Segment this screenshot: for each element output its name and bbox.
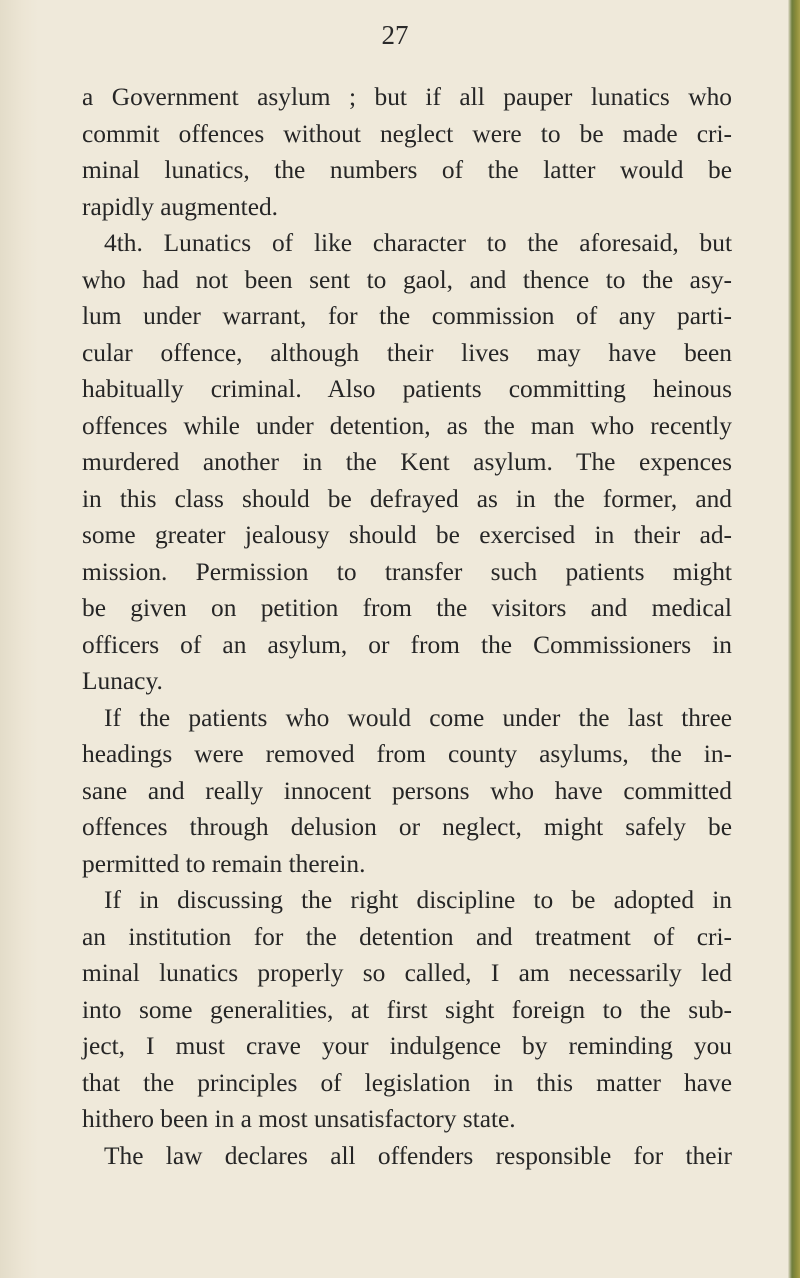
text-line: sane and really innocent persons who have committed [82, 776, 732, 805]
text-line: mission. Permission to transfer such patients might [82, 557, 732, 586]
text-line: cular offence, although their lives may have been [82, 338, 732, 367]
text-line: be given on petition from the visitors and medical [82, 594, 732, 622]
text-line: that the principles of legislation in this matter have [82, 1068, 732, 1097]
text-line: hithero been in a most unsatisfactory state. [82, 1105, 516, 1133]
text-line: minal lunatics, the numbers of the latter would be [82, 156, 732, 184]
text-line: lum under warrant, for the commission of any parti- [82, 302, 732, 330]
page-number: 27 [381, 20, 409, 50]
text-line: officers of an asylum, or from the Commissioners in [82, 630, 732, 659]
text-line: If in discussing the right discipline to be adopted in [104, 886, 732, 914]
text-line: ject, I must crave your indulgence by reminding you [82, 1032, 732, 1060]
text-line: rapidly augmented. [82, 192, 279, 221]
page-right-edge [788, 0, 800, 1278]
text-line: murdered another in the Kent asylum. The expences [82, 448, 732, 476]
text-line: offences through delusion or neglect, might safely be [82, 813, 732, 841]
text-line: offences while under detention, as the man who recently [82, 411, 732, 440]
text-line: habitually criminal. Also patients committing heinous [82, 375, 732, 403]
text-line: a Government asylum ; but if all pauper lunatics who [82, 83, 732, 111]
text-line: headings were removed from county asylums, the in- [82, 740, 732, 768]
text-line: The law declares all offenders responsible for their [104, 1141, 732, 1170]
text-line: into some generalities, at first sight foreign to the sub- [82, 995, 732, 1024]
page-gutter-shadow [0, 0, 38, 1278]
body-text [82, 79, 732, 1174]
text-line: permitted to remain therein. [82, 849, 366, 878]
text-line: an institution for the detention and treatment of cri- [82, 922, 732, 951]
text-line: who had not been sent to gaol, and thence to the asy- [82, 265, 732, 294]
text-line: If the patients who would come under the last three [104, 703, 732, 732]
text-line: 4th. Lunatics of like character to the aforesaid, but [104, 229, 732, 257]
text-line: minal lunatics properly so called, I am necessarily led [82, 959, 732, 987]
text-line: in this class should be defrayed as in the former, and [82, 484, 732, 513]
text-line: commit offences without neglect were to be made cri- [82, 119, 732, 148]
text-line: some greater jealousy should be exercised in their ad- [82, 521, 732, 549]
text-line: Lunacy. [82, 667, 163, 695]
